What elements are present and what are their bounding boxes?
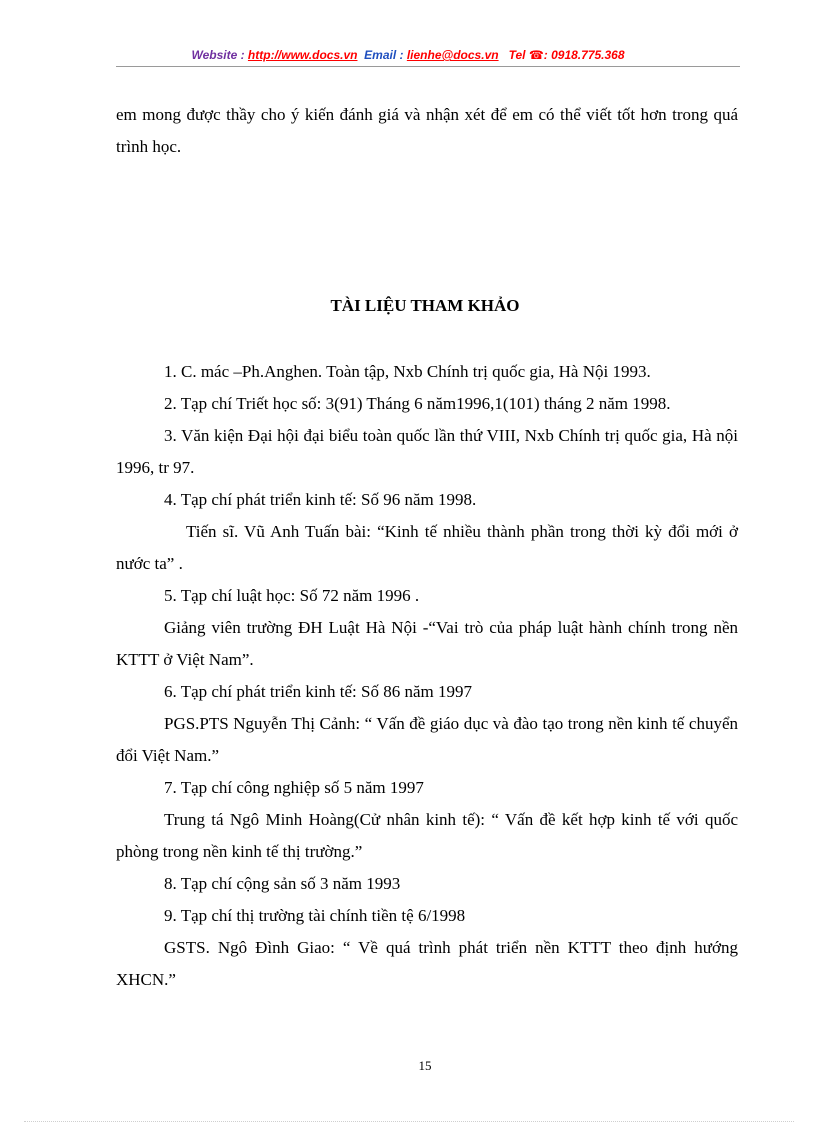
reference-author: Tiến sĩ. Vũ Anh Tuấn bài: “Kinh tế nhiều thành phần trong thời kỳ đổi mới ở nước ta” .: [116, 522, 738, 573]
reference-item: 1. C. mác –Ph.Anghen. Toàn tập, Nxb Chính trị quốc gia, Hà Nội 1993.: [164, 362, 651, 381]
page-header: [0, 48, 816, 62]
page-number: 15: [418, 1058, 432, 1073]
reference-item: 4. Tạp chí phát triển kinh tế: Số 96 năm 1998.: [164, 490, 477, 509]
reference-author: PGS.PTS Nguyễn Thị Cảnh: “ Vấn đề giáo dục và đào tạo trong nền kinh tế chuyển đổi Việt Nam.”: [116, 714, 738, 765]
reference-item: 5. Tạp chí luật học: Số 72 năm 1996 .: [164, 586, 420, 605]
intro-text: em mong được thầy cho ý kiến đánh giá và nhận xét để em có thể viết tốt hơn trong quá trình học.: [116, 105, 738, 156]
website-link[interactable]: http://www.docs.vn: [247, 48, 358, 62]
reference-author: GSTS. Ngô Đình Giao: “ Về quá trình phát triển nền KTTT theo định hướng XHCN.”: [116, 938, 738, 989]
email-link[interactable]: lienhe@docs.vn: [406, 48, 499, 62]
tel-value: : 0918.775.368: [543, 48, 625, 62]
reference-author: Giảng viên trường ĐH Luật Hà Nội -“Vai trò của pháp luật hành chính trong nền KTTT ở Việt Nam”.: [116, 618, 738, 669]
page-bottom-border: [24, 1121, 794, 1122]
reference-item: 3. Văn kiện Đại hội đại biểu toàn quốc lần thứ VIII, Nxb Chính trị quốc gia, Hà nội 1996, tr 97.: [116, 426, 738, 477]
references-list: [116, 356, 738, 996]
phone-icon: ☎: [528, 48, 544, 62]
header-divider: [116, 66, 740, 67]
references-title: TÀI LIỆU THAM KHẢO: [330, 296, 520, 315]
reference-item: 2. Tạp chí Triết học số: 3(91) Tháng 6 năm1996,1(101) tháng 2 năm 1998.: [164, 394, 671, 413]
reference-item: 7. Tạp chí công nghiệp số 5 năm 1997: [164, 778, 424, 797]
reference-item: 6. Tạp chí phát triển kinh tế: Số 86 năm 1997: [164, 682, 473, 701]
intro-paragraph: [116, 99, 738, 163]
email-label: Email :: [364, 48, 407, 62]
tel-label: Tel: [508, 48, 529, 62]
reference-item: 8. Tạp chí cộng sản số 3 năm 1993: [164, 874, 401, 893]
reference-author: Trung tá Ngô Minh Hoàng(Cử nhân kinh tế): “ Vấn đề kết hợp kinh tế với quốc phòng trong nền kinh tế thị trường.”: [116, 810, 738, 861]
reference-item: 9. Tạp chí thị trường tài chính tiền tệ 6/1998: [164, 906, 466, 925]
website-label: Website :: [191, 48, 248, 62]
